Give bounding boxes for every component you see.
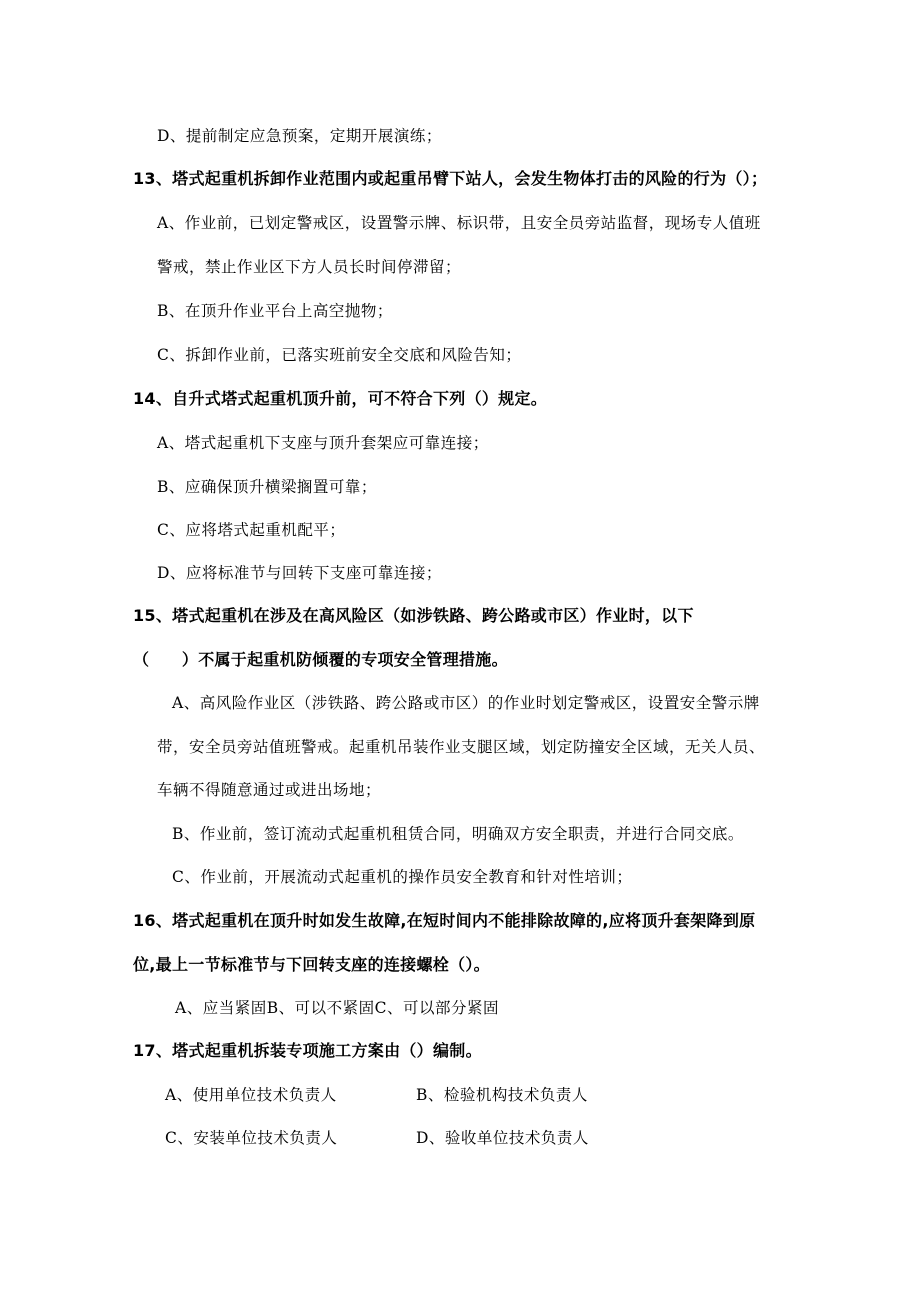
question-13-option-c: C、拆卸作业前，已落实班前安全交底和风险告知； (157, 346, 522, 364)
question-15-option-b: B、作业前，签订流动式起重机租赁合同，明确双方安全职责，并进行合同交底。 (172, 825, 744, 843)
question-17-option-a: A、使用单位技术负责人 (165, 1086, 337, 1104)
question-14-option-c: C、应将塔式起重机配平； (157, 521, 346, 539)
question-13-stem: 13、塔式起重机拆卸作业范围内或起重吊臂下站人，会发生物体打击的风险的行为（）； (133, 169, 768, 188)
question-17-stem: 17、塔式起重机拆装专项施工方案由（）编制。 (133, 1041, 482, 1060)
question-17-option-d: D、验收单位技术负责人 (416, 1129, 589, 1147)
question-15-option-a: A、高风险作业区（涉铁路、跨公路或市区）的作业时划定警戒区，设置安全警示牌 (172, 694, 760, 712)
question-15-option-a-cont-2: 车辆不得随意通过或进出场地； (157, 781, 382, 799)
question-13-option-a: A、作业前，已划定警戒区，设置警示牌、标识带，且安全员旁站监督，现场专人值班 (157, 214, 761, 232)
prev-option-d: D、提前制定应急预案，定期开展演练； (157, 127, 442, 145)
question-16-stem-cont: 位,最上一节标准节与下回转支座的连接螺栓（）。 (133, 955, 490, 974)
question-14-stem: 14、自升式塔式起重机顶升前，可不符合下列（）规定。 (133, 389, 548, 408)
question-16-options: A、应当紧固B、可以不紧固C、可以部分紧固 (175, 999, 499, 1017)
question-16-stem: 16、塔式起重机在顶升时如发生故障,在短时间内不能排除故障的,应将顶升套架降到原 (133, 911, 756, 930)
question-15-option-a-cont-1: 带，安全员旁站值班警戒。起重机吊装作业支腿区域，划定防撞安全区域，无关人员、 (157, 738, 766, 756)
question-15-option-c: C、作业前，开展流动式起重机的操作员安全教育和针对性培训； (172, 868, 633, 886)
question-17-option-b: B、检验机构技术负责人 (416, 1086, 588, 1104)
question-15-stem-cont: （ ）不属于起重机防倾覆的专项安全管理措施。 (133, 650, 508, 669)
question-14-option-a: A、塔式起重机下支座与顶升套架应可靠连接； (157, 434, 489, 452)
question-13-option-b: B、在顶升作业平台上高空抛物； (157, 302, 393, 320)
question-15-stem: 15、塔式起重机在涉及在高风险区（如涉铁路、跨公路或市区）作业时，以下 (133, 606, 694, 625)
question-14-option-b: B、应确保顶升横梁搁置可靠； (157, 478, 377, 496)
question-14-option-d: D、应将标准节与回转下支座可靠连接； (157, 564, 442, 582)
question-13-option-a-cont: 警戒，禁止作业区下方人员长时间停滞留； (157, 258, 462, 276)
question-17-option-c: C、安装单位技术负责人 (165, 1129, 338, 1147)
